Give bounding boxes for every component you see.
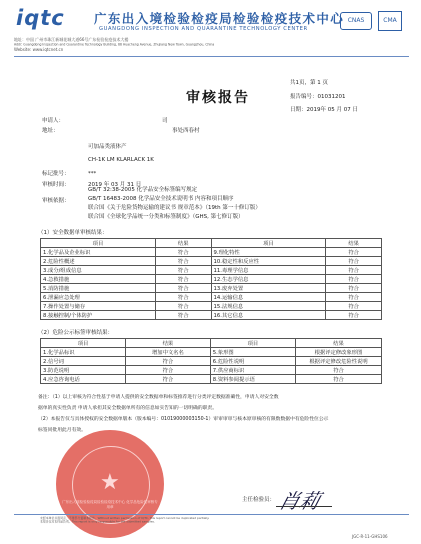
table-row bbox=[41, 357, 382, 366]
table-cell: 11.毒理学信息 bbox=[211, 266, 326, 275]
table-cell: 6.泄漏应急处理 bbox=[41, 293, 156, 302]
table-row bbox=[41, 311, 382, 320]
table-cell: 符合 bbox=[326, 293, 382, 302]
table-row bbox=[41, 293, 382, 302]
signature-underline bbox=[276, 506, 332, 507]
basis-line: 联合国《全球化学品统一分类和标签制度》（GHS, 第七修订版） bbox=[88, 214, 244, 220]
organization-name: 广东出入境检验检疫局检验检疫技术中心 bbox=[94, 11, 345, 26]
table-cell: 14.运输信息 bbox=[211, 293, 326, 302]
address-line: Addr: Guangdong Inspection and Quarantine Technology Building, 66 Huacheng Avenue, Zhujiang New Town, Guangzhou, China bbox=[14, 42, 215, 47]
table-cell: 4.应急咨询电话 bbox=[41, 375, 126, 384]
stamp-star: ★ bbox=[100, 470, 120, 495]
remark-line: 备注：（1）以上审核为符合性基于申请人提供的安全数据单和标签推荐进行分类评定数据准确性，申请人对安全数 bbox=[38, 395, 279, 400]
table-cell: 符合 bbox=[326, 257, 382, 266]
table-row bbox=[41, 257, 382, 266]
table-cell: 7.操作处置与储存 bbox=[41, 302, 156, 311]
page-info: 共1页，第 1 页 bbox=[290, 80, 328, 86]
table-cell: 符合 bbox=[155, 266, 211, 275]
header-cell: 项目 bbox=[211, 239, 326, 248]
header-cell: 项目 bbox=[210, 339, 295, 348]
table-row bbox=[41, 348, 382, 357]
address-line: Website: www.iqtcnet.cn bbox=[14, 47, 64, 52]
logo-text: iqtc bbox=[16, 6, 65, 30]
address-block bbox=[14, 37, 421, 52]
table-cell: 符合 bbox=[155, 284, 211, 293]
report-number bbox=[290, 94, 346, 101]
header-divider bbox=[14, 56, 409, 57]
field-value: 2019 年 03 月 31 日 bbox=[88, 182, 142, 188]
remarks bbox=[38, 392, 394, 436]
table-cell: 2.信号词 bbox=[41, 357, 126, 366]
table-row bbox=[41, 275, 382, 284]
table-cell: 增加中文名名 bbox=[126, 348, 211, 357]
table-cell: 15.法规信息 bbox=[211, 302, 326, 311]
table-header bbox=[41, 339, 382, 348]
table-cell: 5.象形图 bbox=[210, 348, 295, 357]
table-cell: 符合 bbox=[155, 257, 211, 266]
header-cell: 项目 bbox=[41, 339, 126, 348]
table-row bbox=[41, 302, 382, 311]
logo bbox=[16, 6, 86, 34]
cma-badge: CMA bbox=[378, 11, 402, 31]
report-number-value: 01031201 bbox=[317, 94, 346, 100]
label-result-table bbox=[40, 338, 382, 384]
basis-line: GB/T 32:38-2005 化学品安全标签编写规定 bbox=[88, 187, 198, 193]
table-cell: 根据评定修改危险性说明 bbox=[296, 357, 382, 366]
table-row bbox=[41, 266, 382, 275]
table-cell: 13.废弃处置 bbox=[211, 284, 326, 293]
report-date-label: 日期： bbox=[290, 107, 307, 113]
table-cell: 符合 bbox=[155, 311, 211, 320]
table-row bbox=[41, 248, 382, 257]
report-date bbox=[290, 107, 358, 114]
header-cell: 结果 bbox=[126, 339, 211, 348]
field-value: 事处西春村 bbox=[172, 128, 200, 134]
field-label: 审核时间： bbox=[42, 182, 70, 188]
table-cell: 6.危险性说明 bbox=[210, 357, 295, 366]
footer-line: 本报告仅对本样品负责。This report is only responsible for the submitted samples. bbox=[40, 519, 155, 524]
footer-disclaimer bbox=[40, 516, 371, 523]
table-cell: 符合 bbox=[126, 375, 211, 384]
table-cell: 16.其它信息 bbox=[211, 311, 326, 320]
table-cell: 符合 bbox=[296, 366, 382, 375]
address-line: 地址：中国 广州市珠江新城花城大道66号广东检验检疫技术大楼 bbox=[14, 37, 129, 42]
table-cell: 符合 bbox=[326, 266, 382, 275]
section2-title: （2）危险公示标签审核结果： bbox=[38, 330, 114, 336]
table-cell: 符合 bbox=[155, 248, 211, 257]
field-value: 司 bbox=[162, 118, 168, 124]
table-cell: 符合 bbox=[326, 311, 382, 320]
field-address bbox=[42, 128, 200, 135]
cnas-badge: CNAS bbox=[340, 12, 372, 30]
header-cell: 结果 bbox=[326, 239, 382, 248]
header-cell: 项目 bbox=[41, 239, 156, 248]
signature: 肖莉 bbox=[276, 489, 323, 513]
remark-line: 据单的真实性负责 申请人承担其安全数据单所有的信息如实告知的一切明确的职责。 bbox=[38, 406, 218, 411]
table-cell: 根据评定修改象形图 bbox=[296, 348, 382, 357]
table-cell: 符合 bbox=[155, 293, 211, 302]
table-cell: 2.危险性概述 bbox=[41, 257, 156, 266]
table-cell: 5.消防措施 bbox=[41, 284, 156, 293]
footer-line: 未经本单位书面同意，不得部分复制本报告。Without written permission of IQTC, this report cannot be duplicated partially. bbox=[40, 516, 210, 520]
table-cell: 8.资料参阅提示语 bbox=[210, 375, 295, 384]
table-cell: 12.生态学信息 bbox=[211, 275, 326, 284]
basis-line: GB/T 16483-2008 化学品安全技术说明书 内容和项目顺序 bbox=[88, 196, 234, 202]
report-number-label: 报告编号： bbox=[290, 94, 318, 100]
basis-label: 审核依据： bbox=[42, 198, 70, 204]
table-cell: 4.急救措施 bbox=[41, 275, 156, 284]
table-cell: 8.接触控制/个体防护 bbox=[41, 311, 156, 320]
table-cell: 7.供应商标识 bbox=[210, 366, 295, 375]
table-cell: 3.成分/组成信息 bbox=[41, 266, 156, 275]
table-cell: 1.化学品及企业标识 bbox=[41, 248, 156, 257]
table-row bbox=[41, 366, 382, 375]
table-cell: 符合 bbox=[326, 284, 382, 293]
field-product-cn: 可加品类液体产 bbox=[88, 144, 127, 150]
section1-title: （1）安全数据单审核结果： bbox=[38, 230, 108, 236]
field-review-date bbox=[42, 182, 142, 189]
signature-label: 主任检验员： bbox=[242, 497, 276, 503]
footer-divider bbox=[14, 514, 409, 515]
table-cell: 符合 bbox=[326, 248, 382, 257]
table-cell: 符合 bbox=[155, 302, 211, 311]
table-cell: 符合 bbox=[126, 357, 211, 366]
table-cell: 符合 bbox=[126, 366, 211, 375]
header-cell: 结果 bbox=[155, 239, 211, 248]
field-label: 申请人： bbox=[42, 118, 65, 124]
header-cell: 结果 bbox=[296, 339, 382, 348]
field-applicant bbox=[42, 118, 168, 125]
table-row bbox=[41, 375, 382, 384]
field-value: *** bbox=[88, 171, 97, 177]
report-date-value: 2019年 05 月 07 日 bbox=[306, 107, 359, 113]
sds-result-table bbox=[40, 238, 382, 320]
field-product-en: CH-1K LM KLARLACK 1K bbox=[88, 157, 154, 163]
organization-name-en: GUANGDONG INSPECTION AND QUARANTINE TECHNOLOGY CENTER bbox=[99, 26, 308, 32]
basis-line: 联合国《关于危险货物运输的建议书 规章范本》（19th 第一十修订版） bbox=[88, 205, 261, 211]
remark-line: 标签同批用此月有效。 bbox=[38, 428, 86, 433]
field-label: 标记批号： bbox=[42, 171, 70, 177]
field-batch bbox=[42, 171, 97, 178]
table-cell: 3.防范说明 bbox=[41, 366, 126, 375]
table-cell: 10.稳定性和反应性 bbox=[211, 257, 326, 266]
table-cell: 符合 bbox=[155, 275, 211, 284]
table-header bbox=[41, 239, 382, 248]
table-cell: 9.理化特性 bbox=[211, 248, 326, 257]
field-label: 地址： bbox=[42, 128, 59, 134]
table-cell: 符合 bbox=[296, 375, 382, 384]
form-code: JGC-R-11-GHS106 bbox=[352, 534, 388, 539]
table-cell: 符合 bbox=[326, 275, 382, 284]
table-cell: 1.化学品标识 bbox=[41, 348, 126, 357]
table-row bbox=[41, 284, 382, 293]
remark-line: （2）本报告仅与具体授权的安全数据单版本（版本编号：01019000003150-1）审审审审与核本原审核的有限数数据中有危险性位公示 bbox=[38, 417, 329, 422]
page-title: 审核报告 bbox=[186, 90, 250, 106]
table-cell: 符合 bbox=[326, 302, 382, 311]
stamp-text: 广东出入境检验检疫局检验检疫技术中心 化学品危险性审核专用章 bbox=[62, 500, 158, 509]
basis-list bbox=[88, 186, 261, 222]
